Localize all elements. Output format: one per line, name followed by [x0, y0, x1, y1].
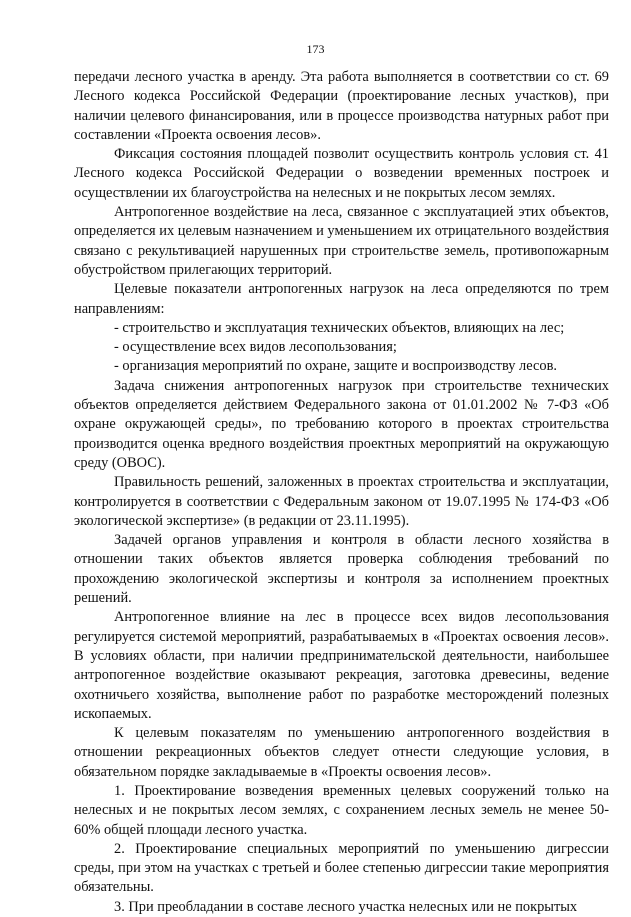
list-item: - строительство и эксплуатация технических объектов, влияющих на лес; [114, 319, 565, 336]
paragraph: Антропогенное влияние на лес в процессе всех видов лесопользования регулируется системой мероприятий, разрабатываемых в «Проектах освоения лесов». В условиях области, при наличии предпринимательской деятельности, наибольшее антропогенное воздействие оказывают рекреация, заготовка древесины, ведение охотничьего хозяйства, выполнение работ по разработке месторождений полезных ископаемых. [74, 609, 609, 722]
numbered-paragraph: 3. При преобладании в составе лесного участка нелесных или не покрытых [114, 898, 578, 915]
paragraph: Фиксация состояния площадей позволит осуществить контроль условия ст. 41 Лесного кодекса Российской Федерации о возведении временных построек и осуществлении их благоустройства на нелесных и не покрытых лесом землях. [74, 146, 609, 201]
body-text [74, 68, 609, 917]
list-item: - осуществление всех видов лесопользования; [114, 339, 397, 356]
paragraph-continuation: передачи лесного участка в аренду. Эта работа выполняется в соответствии со ст. 69 Лесного кодекса Российской Федерации (проектирование лесных участков), при наличии целевого финансирования, или в процессе производства натурных работ при составлении «Проекта освоения лесов». [74, 69, 609, 143]
list-item: - организация мероприятий по охране, защите и воспроизводству лесов. [114, 358, 557, 375]
numbered-paragraph: 2. Проектирование специальных мероприятий по уменьшению дигрессии среды, при этом на участках с третьей и более степенью дигрессии такие мероприятия обязательны. [74, 840, 609, 896]
paragraph: Целевые показатели антропогенных нагрузок на леса определяются по трем направлениям: [74, 281, 609, 317]
paragraph: Задача снижения антропогенных нагрузок при строительстве технических объектов определяется действием Федерального закона от 01.01.2002 № 7-ФЗ «Об охране окружающей среды», по требованию которого в проектах строительства производится оценка вредного воздействия проектных мероприятий на окружающую среду (ОВОС). [74, 377, 609, 471]
paragraph: Правильность решений, заложенных в проектах строительства и эксплуатации, контролируется в соответствии с Федеральным законом от 19.07.1995 № 174-ФЗ «Об экологической экспертизе» (в редакции от 23.11.1995). [74, 474, 609, 529]
paragraph: Задачей органов управления и контроля в области лесного хозяйства в отношении таких объектов является проверка соблюдения требований по прохождению экологической экспертизы и контроля за исполнением проектных решений. [74, 532, 609, 607]
page-number: 173 [306, 42, 325, 56]
numbered-paragraph: 1. Проектирование возведения временных целевых сооружений только на нелесных и не покрытых лесом землях, с сохранением лесных земель не менее 50-60% общей площади лесного участка. [74, 782, 609, 838]
paragraph: Антропогенное воздействие на леса, связанное с эксплуатацией этих объектов, определяется их целевым назначением и уменьшением их отрицательного воздействия связано с рекультивацией нарушенных при строительстве земель, противопожарным обустройством прилегающих территорий. [74, 204, 609, 278]
paragraph: К целевым показателям по уменьшению антропогенного воздействия в отношении рекреационных объектов следует отнести следующие условия, в обязательном порядке закладываемые в «Проекты освоения лесов». [74, 725, 609, 780]
